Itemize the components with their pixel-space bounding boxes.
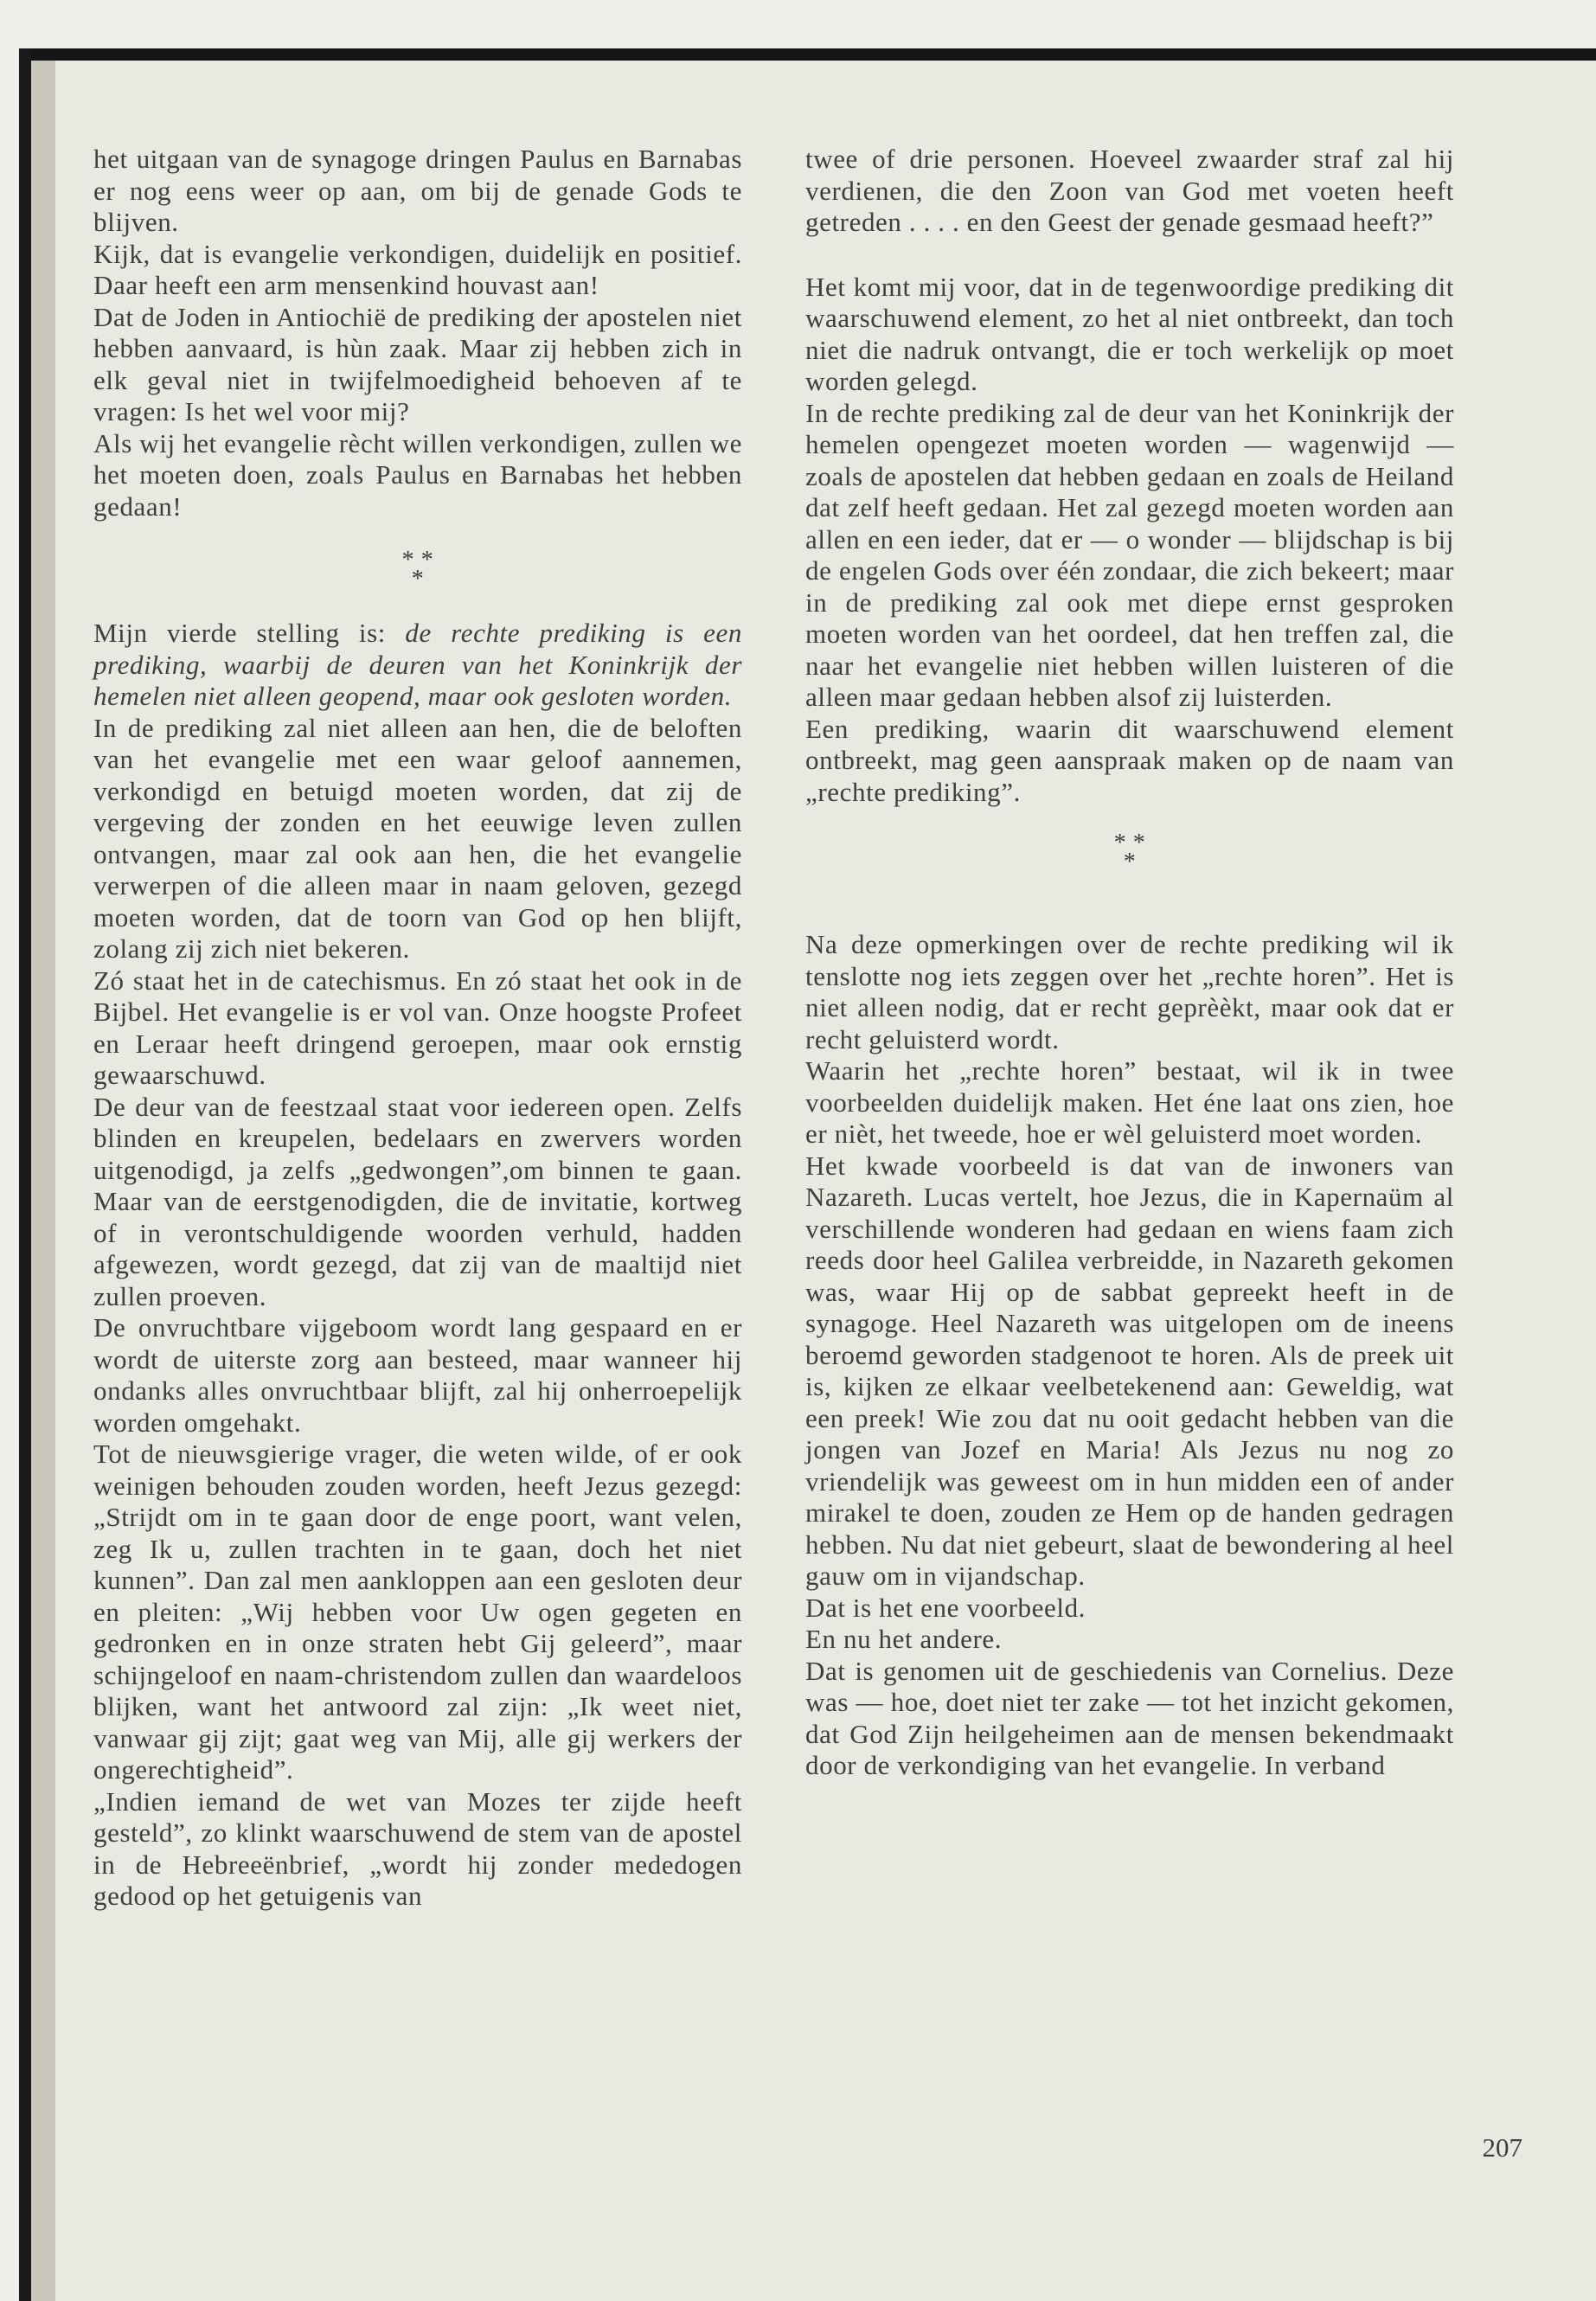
paragraph: Zó staat het in de catechismus. En zó staat het ook in de Bijbel. Het evangelie is er vol van. Onze hoogste Profeet en Leraar heeft dringend geroepen, maar ook ernstig gewaarschuwd. bbox=[93, 965, 742, 1090]
book-edge-top bbox=[19, 48, 1596, 61]
book-gutter bbox=[31, 61, 55, 2301]
paragraph: Als wij het evangelie rècht willen verkondigen, zullen we het moeten doen, zoals Paulus en Barnabas het hebben gedaan! bbox=[93, 427, 742, 522]
paragraph: „Indien iemand de wet van Mozes ter zijde heeft gesteld”, zo klinkt waarschuwend de stem van de apostel in de Hebreeënbrief, „wordt hij zonder mededogen gedood op het getuigenis van bbox=[93, 1785, 742, 1911]
paragraph: Een prediking, waarin dit waarschuwend element ontbreekt, mag geen aanspraak maken op de naam van „rechte prediking”. bbox=[805, 713, 1454, 807]
paragraph: Het komt mij voor, dat in de tegenwoordige prediking dit waarschuwend element, zo het al niet ontbreekt, dan toch niet die nadruk ontvangt, die er toch werkelijk op moet worden gelegd. bbox=[805, 271, 1454, 396]
paragraph: Dat is het ene voorbeeld. bbox=[805, 1592, 1086, 1623]
right-text-column bbox=[805, 144, 1454, 1782]
asterism-mark: * * * bbox=[401, 547, 434, 593]
thesis-paragraph bbox=[93, 618, 742, 713]
paragraph: Kijk, dat is evangelie verkondigen, duidelijk en positief. Daar heeft een arm mensenkind houvast aan! bbox=[93, 238, 742, 300]
paragraph: Tot de nieuwsgierige vrager, die weten wilde, of er ook weinigen behouden zouden worden, heeft Jezus gezegd: „Strijdt om in te gaan door de enge poort, want velen, zeg Ik u, zullen trachten in te gaan, doch het niet kunnen”. Dan zal men aankloppen aan een gesloten deur en pleiten: „Wij hebben voor Uw ogen gegeten en gedronken en in onze straten hebt Gij geleerd”, maar schijngeloof en naam-christendom zullen dan waardeloos blijken, want het antwoord zal zijn: „Ik weet niet, vanwaar gij zijt; gaat weg van Mij, alle gij werkers der ongerechtigheid”. bbox=[93, 1439, 742, 1785]
paragraph: twee of drie personen. Hoeveel zwaarder straf zal hij verdienen, die den Zoon van God met voeten heeft getreden . . . . en den Geest der genade gesmaad heeft?” bbox=[805, 144, 1454, 237]
paragraph: Waarin het „rechte horen” bestaat, wil ik in twee voorbeelden duidelijk maken. Het éne laat ons zien, hoe er nièt, het tweede, hoe er wèl geluisterd moet worden. bbox=[805, 1055, 1454, 1149]
paragraph: In de prediking zal niet alleen aan hen, die de beloften van het evangelie met een waar geloof aannemen, verkondigd en betuigd moeten worden, dat zij de vergeving der zonden en het eeuwige leven zullen ontvangen, maar zal ook aan hen, die het evangelie verwerpen of die alleen maar in naam geloven, gezegd moeten worden, dat de toorn van God op hen blijft, zolang zij zich niet bekeren. bbox=[93, 712, 742, 964]
page-number: 207 bbox=[1482, 2132, 1522, 2163]
paragraph: Dat is genomen uit de geschiedenis van Cornelius. Deze was — hoe, doet niet ter zake — tot het inzicht gekomen, dat God Zijn heilgeheimen aan de mensen bekendmaakt door de verkondiging van het evangelie. In verband bbox=[805, 1655, 1454, 1780]
thesis-statement: de rechte prediking is een prediking, waarbij de deuren van het Koninkrijk der hemelen niet alleen geopend, maar ook gesloten worden. bbox=[93, 618, 742, 711]
left-text-column bbox=[93, 144, 742, 1913]
paragraph: Dat de Joden in Antiochië de prediking der apostelen niet hebben aanvaard, is hùn zaak. Maar zij hebben zich in elk geval niet in twijfelmoedigheid behoeven af te vragen: Is het wel voor mij? bbox=[93, 301, 742, 426]
paragraph: En nu het andere. bbox=[805, 1624, 1003, 1654]
asterism-mark: * * * bbox=[1113, 830, 1146, 875]
book-binding-edge bbox=[19, 48, 31, 2301]
paragraph: De deur van de feestzaal staat voor iedereen open. Zelfs blinden en kreupelen, bedelaars en zwervers worden uitgenodigd, ja zelfs „gedwongen”,om binnen te gaan. Maar van de eerstgenodigden, die de invitatie, kortweg of in verontschuldigende woorden verhuld, hadden afgewezen, wordt gezegd, dat zij van de maaltijd niet zullen proeven. bbox=[93, 1091, 742, 1311]
paragraph: Na deze opmerkingen over de rechte prediking wil ik tenslotte nog iets zeggen over het „rechte horen”. Het is niet alleen nodig, dat er recht geprèèkt, maar ook dat er recht geluisterd wordt. bbox=[805, 929, 1454, 1054]
thesis-intro: Mijn vierde stelling is: bbox=[93, 618, 406, 648]
book-page bbox=[55, 61, 1596, 2301]
paragraph-gap bbox=[805, 239, 1454, 272]
paragraph: In de rechte prediking zal de deur van het Koninkrijk der hemelen opengezet moeten worden — wagenwijd — zoals de apostelen dat hebben gedaan en zoals de Heiland dat zelf heeft gedaan. Het zal gezegd moeten worden aan allen en een ieder, dat er — o wonder — blijdschap is bij de engelen Gods over één zondaar, die zich bekeert; maar in de prediking zal ook met diepe ernst gesproken moeten worden van het oordeel, dat hen treffen zal, die naar het evangelie niet hebben willen luisteren of die alleen maar gedaan hebben alsof zij luisterden. bbox=[805, 397, 1454, 712]
section-divider bbox=[93, 522, 742, 618]
paragraph: Het kwade voorbeeld is dat van de inwoners van Nazareth. Lucas vertelt, hoe Jezus, die in Kapernaüm al verschillende wonderen had gedaan en wiens faam zich reeds door heel Galilea verbreidde, in Nazareth gekomen was, waar Hij op de sabbat gepreekt heeft in de synagoge. Heel Nazareth was uitgelopen om de ineens beroemd geworden stadgenoot te horen. Als de preek uit is, kijken ze elkaar veelbetekenend aan: Geweldig, wat een preek! Wie zou dat nu ooit gedacht hebben van die jongen van Jozef en Maria! Als Jezus nu nog zo vriendelijk was geweest om in hun midden een of ander mirakel te doen, zouden ze Hem op de handen gedragen hebben. Nu dat niet gebeurt, slaat de bewondering al heel gauw om in vijandschap. bbox=[805, 1150, 1454, 1591]
paragraph: De onvruchtbare vijgeboom wordt lang gespaard en er wordt de uiterste zorg aan besteed, maar wanneer hij ondanks alles onvruchtbaar blijft, zal hij onherroepelijk worden omgehakt. bbox=[93, 1312, 742, 1438]
section-divider bbox=[805, 808, 1454, 898]
paragraph: het uitgaan van de synagoge dringen Paulus en Barnabas er nog eens weer op aan, om bij de genade Gods te blijven. bbox=[93, 144, 742, 237]
paragraph-gap bbox=[805, 898, 1454, 929]
